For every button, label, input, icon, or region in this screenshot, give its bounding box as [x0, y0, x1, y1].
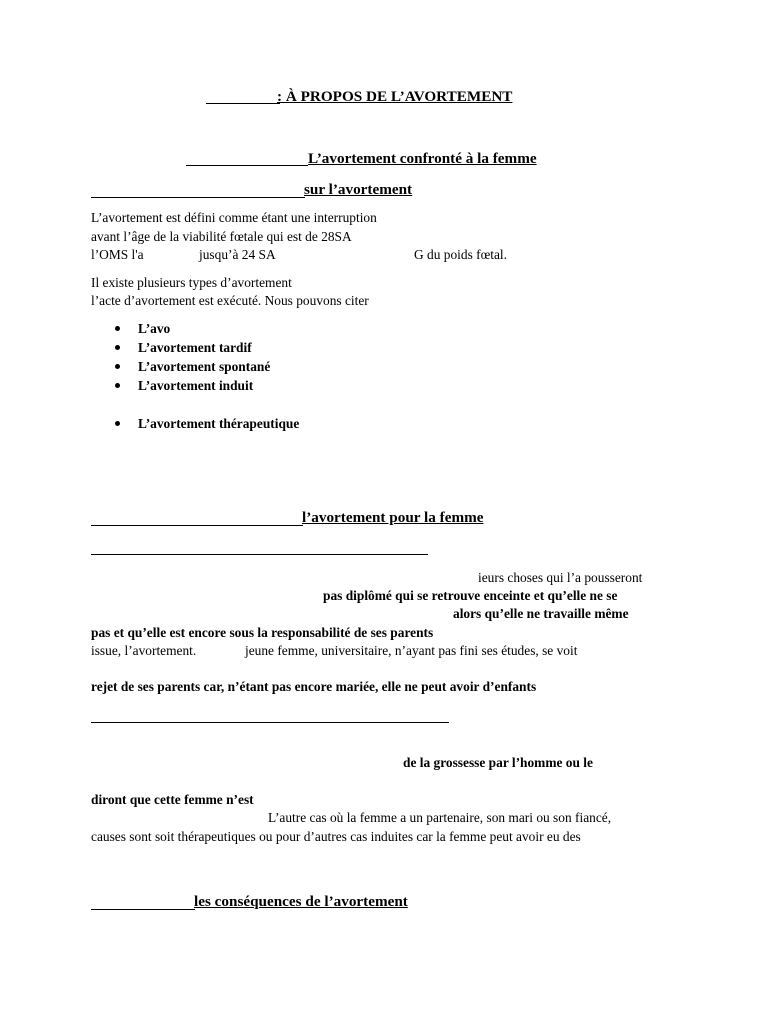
body-line-7: de la grossesse par l’homme ou le — [403, 755, 593, 770]
bullet-icon — [115, 345, 120, 350]
section3-heading: les conséquences de l’avortement — [194, 893, 408, 910]
title-underline-blank — [206, 103, 280, 104]
section2-heading-blank — [91, 525, 303, 526]
types-line-1: Il existe plusieurs types d’avortement — [91, 275, 292, 290]
section1-heading-blank — [186, 165, 308, 166]
list-item-label: L’avortement spontané — [138, 359, 271, 374]
body-line-5b: jeune femme, universitaire, n’ayant pas fini ses études, se voit — [245, 643, 578, 658]
body-line-5a: issue, l’avortement. — [91, 643, 197, 658]
bullet-icon — [115, 326, 120, 331]
body-line-8: diront que cette femme n’est — [91, 792, 254, 807]
bullet-icon — [115, 421, 120, 426]
body-line-1: ieurs choses qui l’a pousseront — [478, 570, 643, 585]
body-line-3: alors qu’elle ne travaille même — [453, 606, 629, 621]
body-line-9: L’autre cas où la femme a un partenaire, son mari ou son fiancé, — [268, 810, 612, 825]
definition-line-1: L’avortement est défini comme étant une interruption — [91, 210, 377, 225]
bullet-icon — [115, 383, 120, 388]
blank-underline-1 — [91, 554, 428, 555]
list-item-label: L’avortement induit — [138, 378, 254, 393]
definition-line-3a: l’OMS l'a — [91, 247, 144, 262]
section2-heading: l’avortement pour la femme — [302, 509, 484, 526]
body-line-6: rejet de ses parents car, n’étant pas encore mariée, elle ne peut avoir d’enfants — [91, 679, 537, 694]
bullet-icon — [115, 364, 120, 369]
blank-underline-2 — [91, 722, 449, 723]
page-title: : À PROPOS DE L’AVORTEMENT — [277, 88, 513, 105]
body-line-4: pas et qu’elle est encore sous la responsabilité de ses parents — [91, 625, 434, 640]
list-item-label: L’avortement thérapeutique — [138, 416, 300, 431]
list-item-label: L’avo — [138, 321, 171, 336]
body-line-2: pas diplômé qui se retrouve enceinte et qu’elle ne se — [323, 588, 618, 603]
definition-line-2: avant l’âge de la viabilité fœtale qui est de 28SA — [91, 229, 352, 244]
section3-heading-blank — [91, 909, 195, 910]
section1-subheading: sur l’avortement — [304, 181, 413, 198]
types-line-2: l’acte d’avortement est exécuté. Nous pouvons citer — [91, 293, 369, 308]
body-line-10: causes sont soit thérapeutiques ou pour d’autres cas induites car la femme peut avoir eu des — [91, 829, 581, 844]
section1-heading: L’avortement confronté à la femme — [308, 150, 537, 167]
section1-subheading-blank — [91, 197, 305, 198]
list-item-label: L’avortement tardif — [138, 340, 252, 355]
definition-line-3b: jusqu’à 24 SA — [199, 247, 276, 262]
definition-line-3c: G du poids fœtal. — [414, 247, 507, 262]
